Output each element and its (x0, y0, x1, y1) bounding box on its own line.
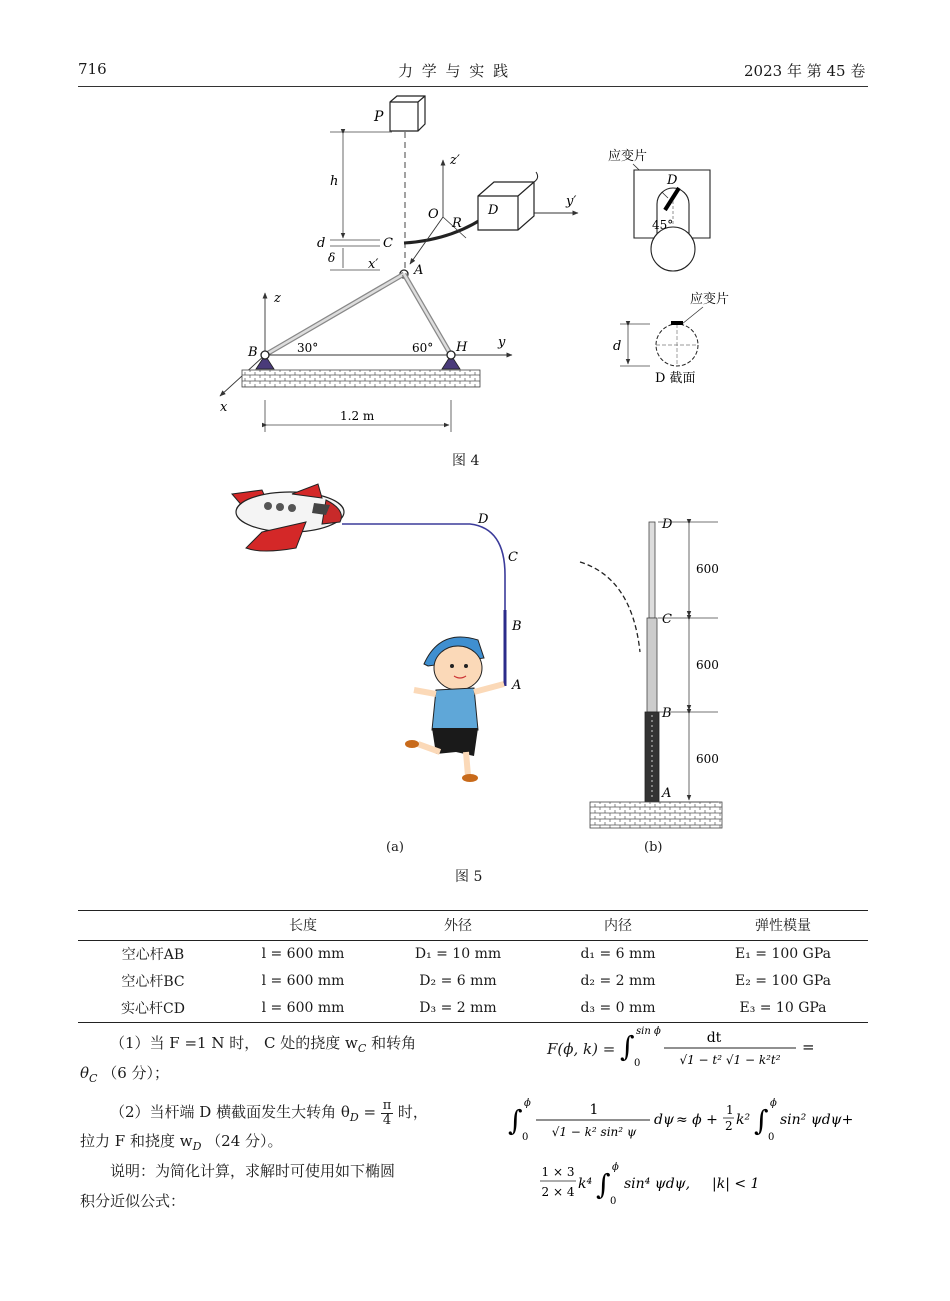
figure-4 (0, 90, 950, 440)
b-seg1: 600 (696, 562, 719, 576)
svg-text:1 × 3: 1 × 3 (541, 1165, 575, 1179)
svg-text:ϕ: ϕ (612, 1162, 619, 1173)
label-y-prime: y′ (566, 194, 577, 209)
table-cell: E₃ = 10 GPa (698, 995, 868, 1023)
svg-text:2: 2 (725, 1119, 733, 1133)
label-b: B (248, 345, 258, 360)
b-label-a: A (662, 786, 672, 801)
formula-line-2 (508, 1094, 888, 1146)
label-h-joint: H (456, 340, 468, 355)
svg-text:=: = (802, 1038, 815, 1056)
svg-text:∫: ∫ (620, 1030, 635, 1063)
property-table (78, 910, 868, 1023)
figure-5 (0, 475, 950, 865)
label-x: x (220, 400, 228, 415)
table-cell: D₁ = 10 mm (414, 946, 502, 962)
svg-text:∫: ∫ (508, 1104, 523, 1137)
figure-5a-label: (a) (386, 840, 404, 855)
svg-text:2 × 4: 2 × 4 (541, 1185, 575, 1199)
q2-text-b: 时， (397, 1103, 428, 1121)
ground-fig4 (242, 370, 480, 387)
q2-text-c: 拉力 F 和挠度 w (80, 1132, 193, 1150)
table-cell: D₂ = 6 mm (419, 973, 497, 989)
b-label-b: B (662, 706, 672, 721)
label-d: d (317, 236, 326, 251)
note-line-1: 说明：为简化计算，求解时可使用如下椭圆 (110, 1162, 396, 1180)
table-header: 内径 (538, 911, 698, 941)
angle-60: 60° (412, 341, 434, 355)
table-header (78, 911, 228, 941)
formula-lhs: F(ϕ, k) = (547, 1040, 616, 1058)
label-p: P (374, 109, 384, 125)
table-row (78, 995, 868, 1023)
question-1: （1）当 F =1 N 时， C 处的挠度 $w_C$ 和转角 (110, 1034, 417, 1055)
table-header: 长度 (228, 911, 378, 941)
label-z: z (274, 291, 281, 306)
label-d-block: D (488, 203, 499, 218)
q2-text-d: （24 分）。 (206, 1132, 283, 1150)
table-cell: l = 600 mm (261, 973, 345, 989)
formula-line-1 (620, 1022, 820, 1072)
svg-text:sin² ψdψ+: sin² ψdψ+ (780, 1112, 854, 1128)
a-label-c: C (508, 550, 518, 565)
q1-text-d: （6 分）； (102, 1064, 170, 1082)
svg-text:1: 1 (726, 1103, 734, 1117)
svg-text:√1 − k² sin² ψ: √1 − k² sin² ψ (551, 1125, 637, 1139)
block-d-fixture (478, 172, 538, 230)
svg-text:0: 0 (768, 1132, 775, 1143)
table-header: 外径 (378, 911, 538, 941)
label-r: R (452, 216, 462, 231)
table-cell: d₂ = 2 mm (580, 973, 656, 989)
q2-text-a: （2）当杆端 D 横截面发生大转角 θ (110, 1103, 350, 1121)
rod-bc-b (647, 618, 657, 712)
deflected-shape-b (580, 562, 640, 652)
table-cell: 实心杆CD (78, 995, 228, 1023)
boy-illustration (405, 637, 504, 782)
table-cell: E₁ = 100 GPa (735, 946, 831, 962)
table-header: 弹性模量 (698, 911, 868, 941)
label-angle-45: 45° (652, 218, 674, 232)
formula-approx: ≈ ϕ + (676, 1112, 718, 1128)
q1-text-b: 和转角 (371, 1034, 417, 1052)
svg-text:∫: ∫ (754, 1104, 769, 1137)
svg-text:∫: ∫ (596, 1168, 611, 1201)
b-label-d: D (662, 517, 673, 532)
rod-cd-b (649, 522, 655, 618)
airplane-illustration (232, 484, 344, 551)
formula-line-3 (540, 1158, 870, 1208)
svg-text:0: 0 (522, 1132, 529, 1143)
table-cell: d₁ = 6 mm (580, 946, 656, 962)
figure-5-caption: 图 5 (455, 869, 483, 885)
table-cell: E₂ = 100 GPa (735, 973, 831, 989)
label-d-top: D (667, 173, 678, 188)
table-cell: l = 600 mm (228, 995, 378, 1023)
a-label-b: B (512, 619, 522, 634)
label-z-prime: z′ (450, 153, 460, 168)
question-1-cont: $\theta_C$ （6 分）； (80, 1064, 170, 1085)
a-label-d: D (478, 512, 489, 527)
table-header-row (78, 911, 868, 941)
angle-30: 30° (297, 341, 319, 355)
svg-text:√1 − t² √1 − k²t²: √1 − t² √1 − k²t² (679, 1053, 781, 1067)
q2-fraction: π 4 (382, 1097, 392, 1128)
b-seg2: 600 (696, 658, 719, 672)
svg-text:sin⁴ ψdψ,: sin⁴ ψdψ, (624, 1176, 691, 1192)
ground-fig5 (590, 802, 722, 828)
table-row (78, 941, 868, 969)
header-rule (78, 86, 868, 87)
label-y: y (498, 335, 506, 350)
label-o: O (428, 207, 439, 222)
label-h: h (330, 174, 339, 189)
label-x-prime: x′ (368, 257, 379, 272)
svg-text:k²: k² (736, 1112, 751, 1128)
svg-text:k⁴: k⁴ (578, 1176, 593, 1192)
volume-info: 2023 年 第 45 卷 (744, 62, 866, 80)
svg-text:dt: dt (706, 1030, 722, 1046)
svg-text:0: 0 (610, 1196, 617, 1207)
label-a: A (414, 263, 424, 278)
label-strain-gauge-1: 应变片 (608, 149, 648, 164)
question-2: （2）当杆端 D 横截面发生大转角 $\theta_D = \pi$ 4 时， (110, 1097, 428, 1128)
label-strain-gauge-2: 应变片 (690, 292, 730, 307)
q1-theta: θ (80, 1064, 90, 1082)
label-delta: δ (328, 251, 336, 265)
block-p (390, 96, 425, 131)
svg-text:sin ϕ: sin ϕ (636, 1026, 661, 1037)
table-cell: 空心杆BC (121, 974, 185, 990)
svg-text:dψ: dψ (654, 1112, 674, 1128)
table-cell: D₃ = 2 mm (378, 995, 538, 1023)
label-d-section: d (613, 339, 622, 354)
label-length: 1.2 m (340, 409, 375, 423)
section-caption: D 截面 (655, 371, 696, 386)
note-line-2: 积分近似公式： (80, 1192, 186, 1210)
page-number: 716 (78, 60, 107, 78)
question-2-cont: 拉力 F 和挠度 $w_D$ （24 分）。 (80, 1132, 283, 1153)
a-label-a: A (512, 678, 522, 693)
b-seg3: 600 (696, 752, 719, 766)
table-cell: d₃ = 0 mm (538, 995, 698, 1023)
figure-4-caption: 图 4 (452, 453, 480, 469)
q1-text-a: （1）当 F =1 N 时， C 处的挠度 w (110, 1034, 358, 1052)
svg-text:ϕ: ϕ (524, 1098, 531, 1109)
b-label-c: C (662, 612, 672, 627)
label-c: C (383, 236, 393, 251)
table-cell: l = 600 mm (261, 946, 345, 962)
svg-text:ϕ: ϕ (770, 1098, 777, 1109)
journal-title: 力 学 与 实 践 (398, 62, 511, 80)
svg-text:1: 1 (589, 1102, 599, 1118)
formula-condition: |k| < 1 (712, 1176, 760, 1192)
table-row (78, 968, 868, 995)
svg-text:0: 0 (634, 1058, 641, 1069)
table-cell: 空心杆AB (121, 947, 185, 963)
figure-5b-label: (b) (644, 840, 663, 855)
